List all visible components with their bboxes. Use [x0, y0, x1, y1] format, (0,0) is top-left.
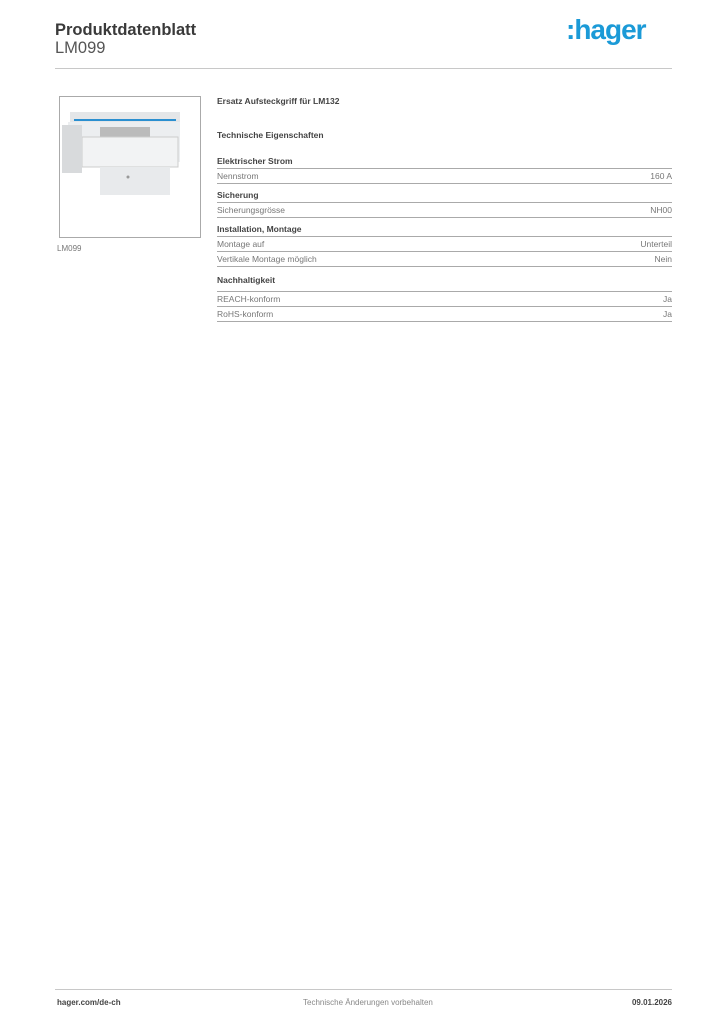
spec-label: Sicherungsgrösse	[217, 205, 286, 215]
footer-date: 09.01.2026	[631, 998, 672, 1007]
image-caption: LM099	[57, 244, 82, 253]
spec-label: Nennstrom	[217, 171, 259, 181]
page-title: Produktdatenblatt	[55, 21, 197, 39]
spec-value: NH00	[650, 205, 672, 215]
hager-logo: :hager	[566, 14, 646, 45]
spec-value: Ja	[663, 309, 672, 319]
spec-group	[217, 156, 672, 184]
group-title: Installation, Montage	[217, 224, 672, 237]
spec-row	[217, 252, 672, 267]
spec-row	[217, 307, 672, 322]
spec-row	[217, 237, 672, 252]
header-divider	[55, 68, 672, 69]
spec-row	[217, 203, 672, 218]
spec-label: Montage auf	[217, 239, 265, 249]
product-image	[59, 96, 201, 238]
section-title: Technische Eigenschaften	[217, 130, 324, 140]
spec-row	[217, 292, 672, 307]
product-description: Ersatz Aufsteckgriff für LM132	[217, 96, 340, 106]
spec-label: RoHS-konform	[217, 309, 274, 319]
spec-group	[217, 190, 672, 218]
spec-group	[217, 275, 672, 322]
spec-row	[217, 169, 672, 184]
footer-notice: Technische Änderungen vorbehalten	[303, 998, 433, 1007]
spec-value: Unterteil	[640, 239, 672, 249]
spec-label: REACH-konform	[217, 294, 281, 304]
footer-divider	[55, 989, 672, 990]
specs-column	[217, 96, 672, 322]
group-title: Elektrischer Strom	[217, 156, 672, 169]
group-title: Sicherung	[217, 190, 672, 203]
spec-value: 160 A	[650, 171, 672, 181]
spec-value: Nein	[654, 254, 672, 264]
group-title: Nachhaltigkeit	[217, 275, 672, 292]
spec-group	[217, 224, 672, 267]
product-code: LM099	[55, 39, 106, 57]
spec-label: Vertikale Montage möglich	[217, 254, 317, 264]
spec-value: Ja	[663, 294, 672, 304]
footer-website-link[interactable]: hager.com/de-ch	[57, 998, 121, 1007]
